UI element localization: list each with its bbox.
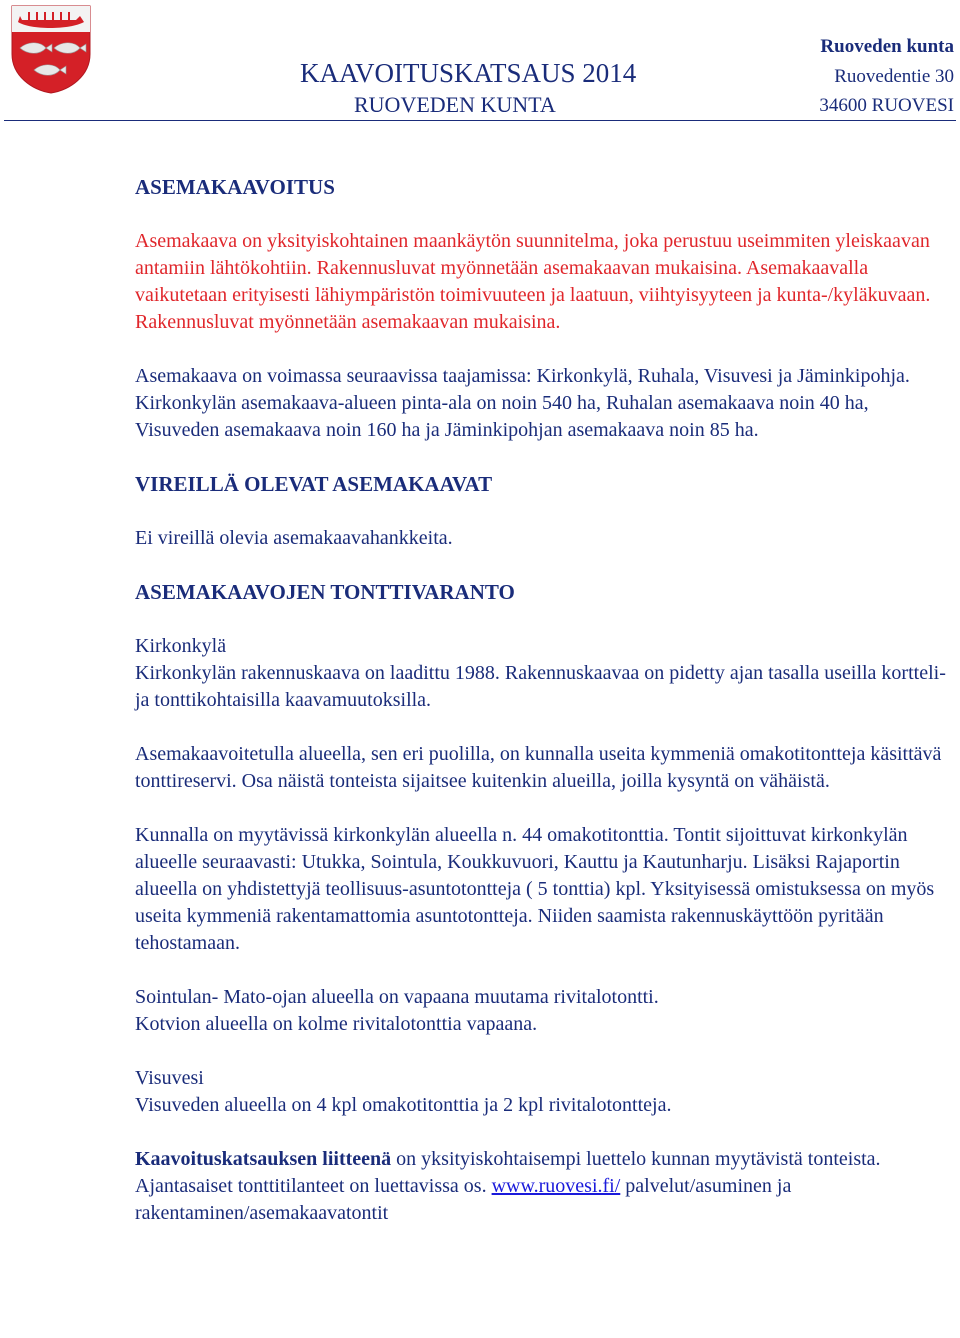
document-body	[135, 174, 950, 1227]
ajantasaiset-post: palvelut/asuminen ja rakentaminen/asemakaavatontit	[135, 1175, 792, 1224]
asemakaavoitus-intro: Asemakaava on yksityiskohtainen maankäytön suunnitelma, joka perustuu useimmiten yleiskaavan antamiin lähtökohtiin. Rakennusluvat myönnetään asemakaavan mukaisina. Asemakaavalla vaikutetaan erityisesti lähiympäristön toimivuuteen ja laatuun, viihtyisyyteen ja kunta-/kyläkuvaan. Rakennusluvat myönnetään asemakaavan mukaisina.	[135, 230, 931, 333]
organization-city: 34600 RUOVESI	[819, 95, 954, 116]
sointula-text: Sointulan- Mato-ojan alueella on vapaana muutama rivitalotontti.	[135, 986, 659, 1008]
header-divider	[4, 120, 956, 121]
section-heading-tonttivaranto: ASEMAKAAVOJEN TONTTIVARANTO	[135, 580, 515, 604]
visuvesi-text: Visuveden alueella on 4 kpl omakotitonttia ja 2 kpl rivitalotontteja.	[135, 1094, 672, 1116]
liite-rest: on yksityiskohtaisempi luettelo kunnan myytävistä tonteista.	[391, 1148, 881, 1170]
liite-bold-label: Kaavoituskatsauksen liitteenä	[135, 1148, 392, 1170]
page-header	[0, 0, 960, 122]
liite-paragraph	[135, 1146, 950, 1173]
kirkonkyla-paragraph-1: Kirkonkylän rakennuskaava on laadittu 1988. Rakennuskaavaa on pidetty ajan tasalla useilla kortteli- ja tonttikohtaisilla kaavamuutoksilla.	[135, 662, 946, 711]
municipal-crest-icon	[10, 4, 92, 94]
ajantasaiset-paragraph	[135, 1173, 950, 1227]
kirkonkyla-paragraph-2: Asemakaavoitetulla alueella, sen eri puolilla, on kunnalla useita kymmeniä omakotitontteja käsittävä tonttireservi. Osa näistä tonteista sijaitsee kuitenkin alueilla, joilla kysyntä on vähäistä.	[135, 743, 942, 792]
section-heading-vireilla: VIREILLÄ OLEVAT ASEMAKAAVAT	[135, 472, 493, 496]
kotvio-text: Kotvion alueella on kolme rivitalotonttia vapaana.	[135, 1013, 538, 1035]
asemakaavoitus-areas: Asemakaava on voimassa seuraavissa taajamissa: Kirkonkylä, Ruhala, Visuvesi ja Jäminkipohja. Kirkonkylän asemakaava-alueen pinta-ala on noin 540 ha, Ruhalan asemakaava noin 40 ha, Visuveden asemakaava noin 160 ha ja Jäminkipohjan asemakaava noin 85 ha.	[135, 365, 910, 441]
ruovesi-website-link[interactable]: www.ruovesi.fi/	[491, 1175, 621, 1197]
organization-name: Ruoveden kunta	[820, 36, 954, 57]
section-heading-asemakaavoitus: ASEMAKAAVOITUS	[135, 175, 335, 199]
kirkonkyla-paragraph-3: Kunnalla on myytävissä kirkonkylän alueella n. 44 omakotitonttia. Tontit sijoittuvat kirkonkylän alueelle seuraavasti: Utukka, Sointula, Koukkuvuori, Kauttu ja Kautunharju. Lisäksi Rajaportin alueella on yhdistettyjä teollisuus-asuntotontteja ( 5 tonttia) kpl. Yksityisessä omistuksessa on myös useita kymmeniä rakentamattomia asuntotontteja. Niiden saamista rakennuskäyttöön pyritään tehostamaan.	[135, 824, 935, 954]
organization-street: Ruovedentie 30	[834, 66, 954, 87]
ajantasaiset-pre: Ajantasaiset tonttitilanteet on luettavissa os.	[135, 1175, 492, 1197]
document-subtitle: RUOVEDEN KUNTA	[354, 92, 556, 117]
subheading-kirkonkyla: Kirkonkylä	[135, 635, 227, 657]
document-title: KAAVOITUSKATSAUS 2014	[300, 58, 637, 88]
subheading-visuvesi: Visuvesi	[135, 1067, 204, 1089]
vireilla-text: Ei vireillä olevia asemakaavahankkeita.	[135, 527, 453, 549]
